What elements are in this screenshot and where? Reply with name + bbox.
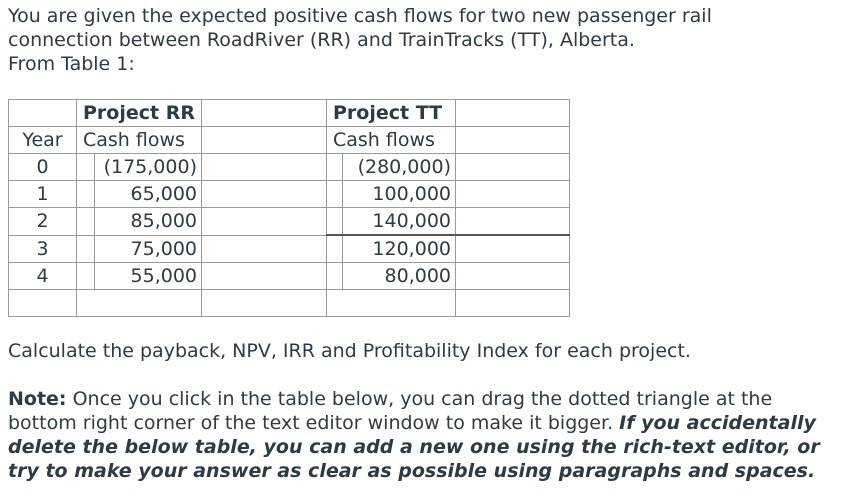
tt-value-cell: 140,000: [343, 208, 456, 236]
empty-cell: [77, 154, 95, 181]
question-intro: [8, 4, 838, 76]
empty-cell: [9, 290, 77, 317]
empty-cell: [202, 154, 327, 181]
empty-cell: [327, 263, 343, 290]
year-cell: 2: [9, 208, 77, 236]
rr-value-cell: 85,000: [95, 208, 202, 236]
empty-cell: [456, 154, 570, 181]
intro-line-1: You are given the expected positive cash flows for two new passenger rail: [8, 5, 712, 27]
empty-cell: [456, 235, 570, 263]
year-cell: 0: [9, 154, 77, 181]
tt-cash-flows-header: Cash flows: [327, 127, 456, 154]
empty-cell: [456, 208, 570, 236]
year-cell: 1: [9, 181, 77, 208]
table-row: [9, 235, 570, 263]
table-empty-row: [9, 290, 570, 317]
empty-cell: [327, 208, 343, 236]
empty-cell: [202, 263, 327, 290]
task-instruction: Calculate the payback, NPV, IRR and Profitability Index for each project.: [8, 340, 691, 362]
empty-cell: [327, 290, 456, 317]
rr-value-cell: 65,000: [95, 181, 202, 208]
empty-cell: [327, 181, 343, 208]
tt-value-cell: 80,000: [343, 263, 456, 290]
year-cell: 3: [9, 235, 77, 263]
tt-value-cell: 100,000: [343, 181, 456, 208]
project-rr-title: Project RR: [77, 100, 202, 127]
empty-cell: [456, 127, 570, 154]
empty-cell: [77, 290, 202, 317]
cash-flow-table: [8, 99, 570, 317]
year-header: Year: [9, 127, 77, 154]
empty-cell: [456, 263, 570, 290]
rr-value-cell: (175,000): [95, 154, 202, 181]
note-label: Note:: [8, 388, 67, 410]
table-row: [9, 181, 570, 208]
rr-cash-flows-header: Cash flows: [77, 127, 202, 154]
year-cell: 4: [9, 263, 77, 290]
note-text: Once you click in the table below, you can drag the dotted triangle at the bottom right corner of the text editor window to make it bigger.: [8, 388, 773, 434]
tt-value-cell: (280,000): [343, 154, 456, 181]
empty-cell: [77, 263, 95, 290]
table-row: [9, 263, 570, 290]
intro-line-3: From Table 1:: [8, 53, 135, 75]
project-tt-title: Project TT: [327, 100, 456, 127]
note-paragraph: [8, 387, 838, 483]
empty-cell: [77, 235, 95, 263]
rr-value-cell: 75,000: [95, 235, 202, 263]
empty-cell: [202, 208, 327, 236]
empty-cell: [456, 290, 570, 317]
empty-cell: [327, 235, 343, 263]
empty-cell: [77, 181, 95, 208]
empty-cell: [77, 208, 95, 236]
header-empty-cell: [456, 100, 570, 127]
tt-value-cell: 120,000: [343, 235, 456, 263]
empty-cell: [202, 290, 327, 317]
table-header-row: [9, 100, 570, 127]
empty-cell: [202, 235, 327, 263]
header-empty-cell: [202, 100, 327, 127]
rr-value-cell: 55,000: [95, 263, 202, 290]
table-row: [9, 154, 570, 181]
intro-line-2: connection between RoadRiver (RR) and TrainTracks (TT), Alberta.: [8, 29, 635, 51]
empty-cell: [202, 181, 327, 208]
note-emphasis: If you accidentally delete the below table, you can add a new one using the rich-text editor, or try to make your answer as clear as possible using paragraphs and spaces.: [8, 412, 820, 482]
empty-cell: [202, 127, 327, 154]
table-row: [9, 208, 570, 236]
empty-cell: [456, 181, 570, 208]
header-empty-cell: [9, 100, 77, 127]
table-subheader-row: [9, 127, 570, 154]
empty-cell: [327, 154, 343, 181]
